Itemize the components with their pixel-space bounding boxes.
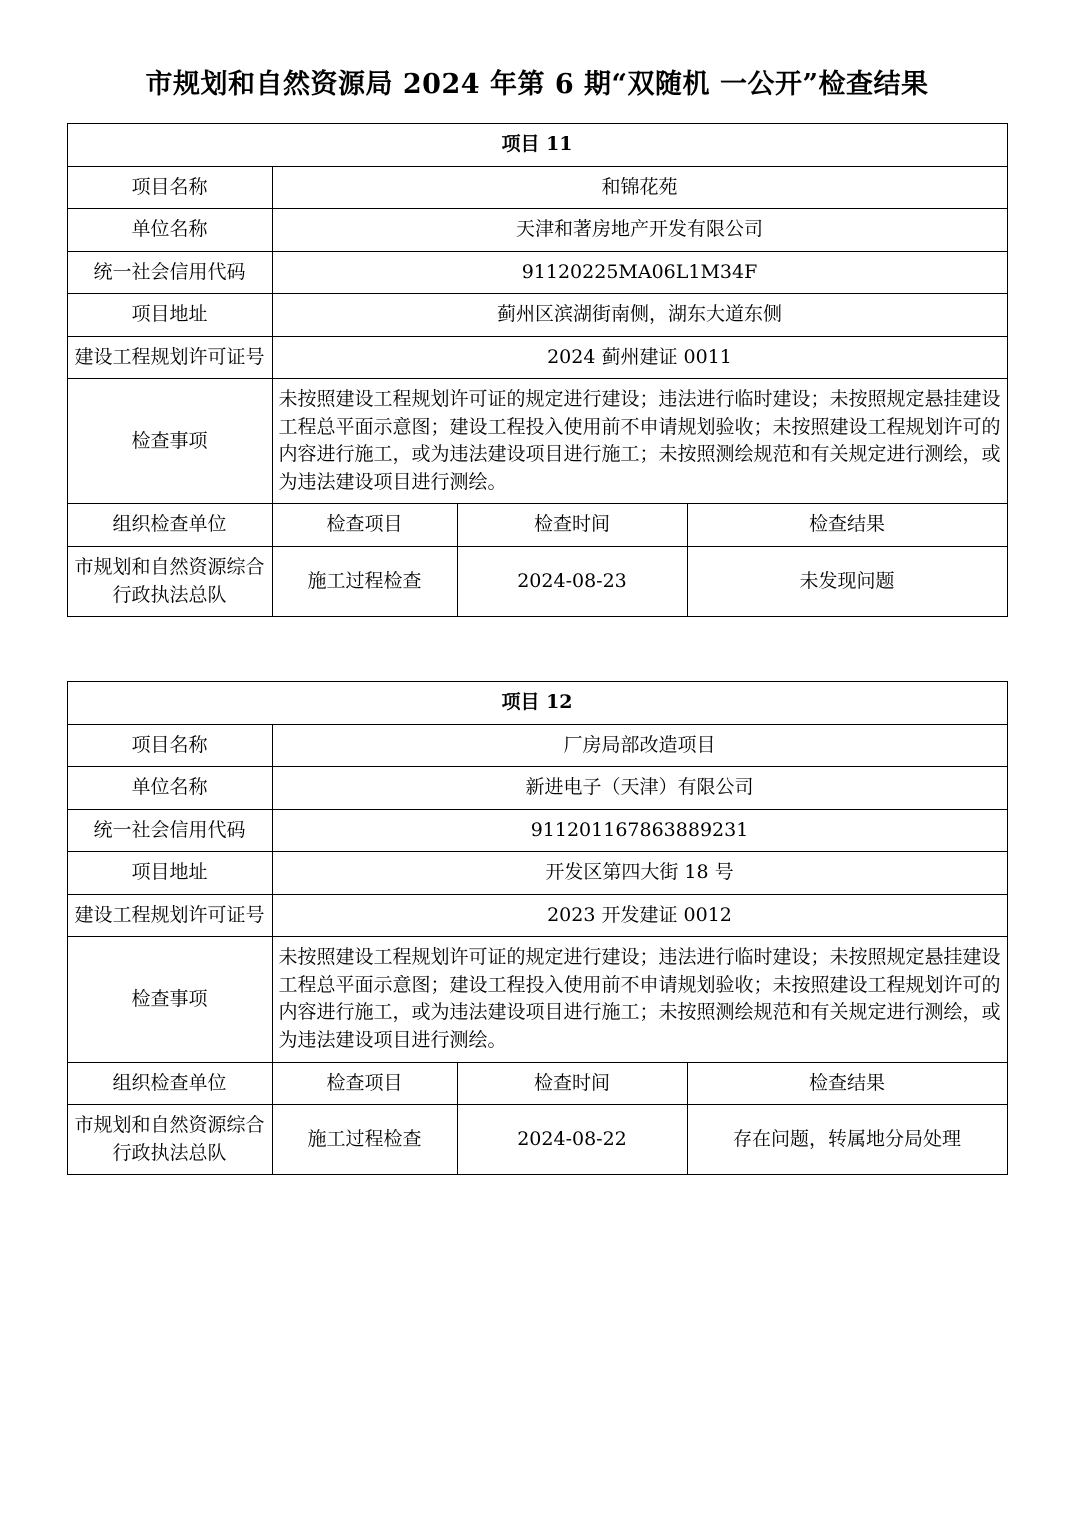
value-inspection-items: 未按照建设工程规划许可证的规定进行建设；违法进行临时建设；未按照规定悬挂建设工程总平面示意图；建设工程投入使用前不申请规划验收；未按照建设工程规划许可的内容进行施工，或为违法建设项目进行施工；未按照测绘规范和有关规定进行测绘，或为违法建设项目进行测绘。 [272,379,1007,504]
value-inspection-items: 未按照建设工程规划许可证的规定进行建设；违法进行临时建设；未按照规定悬挂建设工程总平面示意图；建设工程投入使用前不申请规划验收；未按照建设工程规划许可的内容进行施工，或为违法建设项目进行施工；未按照测绘规范和有关规定进行测绘，或为违法建设项目进行测绘。 [272,937,1007,1062]
table-row [67,379,1007,504]
value-permit-no: 2024 蓟州建证 0011 [272,336,1007,379]
label-permit-no: 建设工程规划许可证号 [67,336,272,379]
table-row [67,166,1007,209]
label-project-address: 项目地址 [67,294,272,337]
table-row [67,504,1007,547]
label-inspection-result: 检查结果 [687,1062,1007,1105]
label-credit-code: 统一社会信用代码 [67,809,272,852]
label-org-unit: 组织检查单位 [67,1062,272,1105]
value-org-unit: 市规划和自然资源综合行政执法总队 [67,1105,272,1175]
table-row [67,724,1007,767]
label-project-address: 项目地址 [67,852,272,895]
table-row [67,209,1007,252]
table-row [67,767,1007,810]
label-inspection-result: 检查结果 [687,504,1007,547]
label-org-unit: 组织检查单位 [67,504,272,547]
label-inspection-time: 检查时间 [457,1062,687,1105]
value-inspection-project: 施工过程检查 [272,1105,457,1175]
label-project-name: 项目名称 [67,724,272,767]
project-table-1 [67,123,1008,617]
table-row [67,1105,1007,1175]
value-inspection-project: 施工过程检查 [272,547,457,617]
label-inspection-items: 检查事项 [67,937,272,1062]
label-inspection-items: 检查事项 [67,379,272,504]
table-row [67,336,1007,379]
value-project-name: 和锦花苑 [272,166,1007,209]
table-row [67,937,1007,1062]
value-project-name: 厂房局部改造项目 [272,724,1007,767]
project-table-2 [67,681,1008,1175]
page-title: 市规划和自然资源局 2024 年第 6 期“双随机 一公开”检查结果 [145,69,929,100]
label-inspection-time: 检查时间 [457,504,687,547]
table-row [67,682,1007,725]
value-inspection-result: 存在问题，转属地分局处理 [687,1105,1007,1175]
value-credit-code: 91120225MA06L1M34F [272,251,1007,294]
value-inspection-time: 2024-08-22 [457,1105,687,1175]
label-credit-code: 统一社会信用代码 [67,251,272,294]
value-unit-name: 新进电子（天津）有限公司 [272,767,1007,810]
table-row [67,547,1007,617]
table-row [67,251,1007,294]
table-row [67,809,1007,852]
value-inspection-time: 2024-08-23 [457,547,687,617]
section-gap [54,617,1020,681]
table-row [67,852,1007,895]
table-row [67,294,1007,337]
table-row [67,1062,1007,1105]
label-unit-name: 单位名称 [67,767,272,810]
value-inspection-result: 未发现问题 [687,547,1007,617]
label-inspection-project: 检查项目 [272,504,457,547]
section-heading: 项目 12 [67,682,1007,725]
value-permit-no: 2023 开发建证 0012 [272,894,1007,937]
value-project-address: 开发区第四大街 18 号 [272,852,1007,895]
value-project-address: 蓟州区滨湖街南侧，湖东大道东侧 [272,294,1007,337]
value-unit-name: 天津和著房地产开发有限公司 [272,209,1007,252]
label-inspection-project: 检查项目 [272,1062,457,1105]
value-org-unit: 市规划和自然资源综合行政执法总队 [67,547,272,617]
table-row [67,124,1007,167]
section-heading: 项目 11 [67,124,1007,167]
label-permit-no: 建设工程规划许可证号 [67,894,272,937]
table-row [67,894,1007,937]
value-credit-code: 911201167863889231 [272,809,1007,852]
label-project-name: 项目名称 [67,166,272,209]
label-unit-name: 单位名称 [67,209,272,252]
